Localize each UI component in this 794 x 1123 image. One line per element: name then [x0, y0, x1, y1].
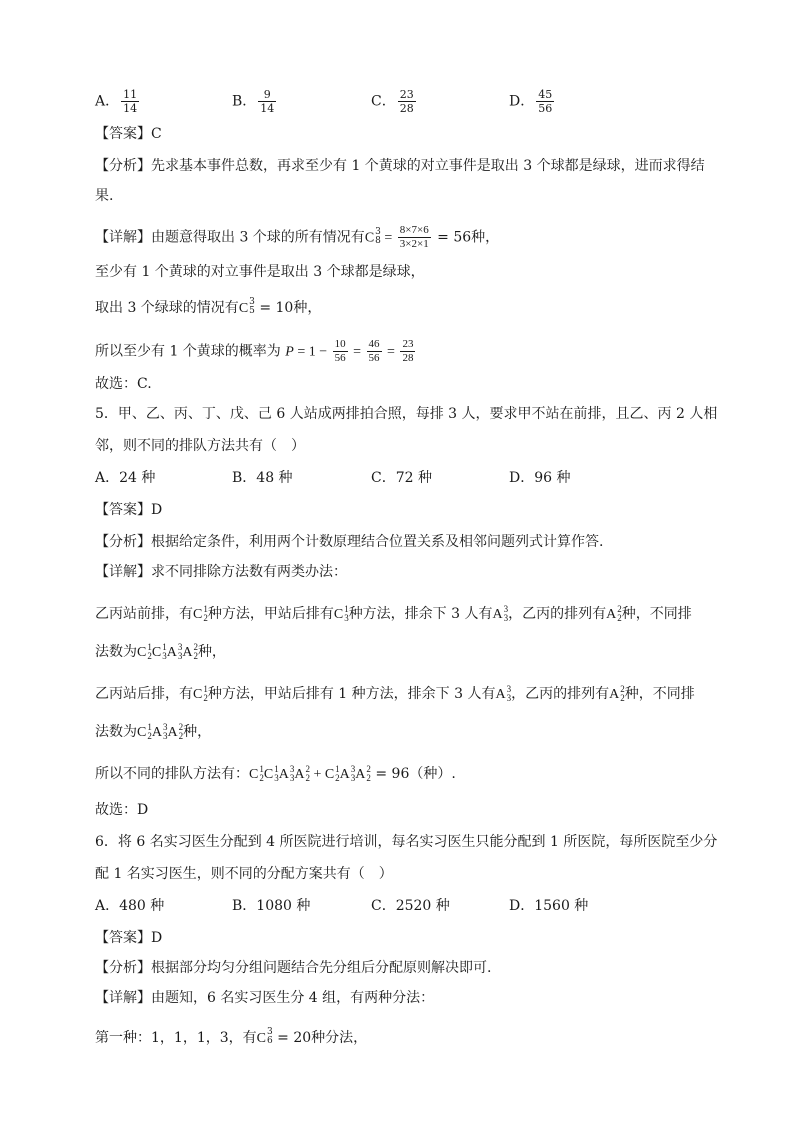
q5-option-c: C．72 种 — [371, 470, 432, 486]
option-a: A． $\frac{11}{14}$ — [95, 88, 138, 115]
q5-detail-line-5: 法数为C 1 2 A 3 3 A 2 2 种， — [95, 721, 212, 741]
q5-answer: 【答案】D — [95, 502, 163, 518]
q4-analysis: 【分析】先求基本事件总数，再求至少有 1 个黄球的对立事件是取出 3 个球都是绿球，进而求得结 — [95, 158, 705, 174]
q6-option-d: D．1560 种 — [509, 898, 589, 914]
option-d: D． $\frac{45}{56}$ — [509, 88, 553, 115]
q4-detail-line-4: 所以至少有 1 个黄球的概率为 P = 1 − $\frac{10}{56}$ = $\frac{46}{56}$ = $\frac{23}{28}$ — [95, 338, 414, 364]
option-d-fraction: $\frac{45}{56}$ — [538, 88, 553, 115]
q5-detail-line-6: 所以不同的排队方法有：C 1 2 C 1 3 A 3 3 A 2 2 + C 1 2 A 3 3 A 2 2 = 96（种）. — [95, 763, 456, 783]
q6-analysis: 【分析】根据部分均匀分组问题结合先分组后分配原则解决即可. — [95, 960, 492, 976]
q5-analysis: 【分析】根据给定条件，利用两个计数原理结合位置关系及相邻问题列式计算作答. — [95, 534, 604, 550]
q6-stem-line-1: 6．将 6 名实习医生分配到 4 所医院进行培训，每名实习医生只能分配到 1 所医院，每所医院至少分 — [95, 834, 718, 850]
q4-detail-line-2: 至少有 1 个黄球的对立事件是取出 3 个球都是绿球， — [95, 264, 425, 280]
q4-analysis-cont: 果. — [95, 188, 114, 204]
q4-detail-line-1: 【详解】由题意得取出 3 个球的所有情况有C 3 8 = $\frac{8\times 7\times 6}{3\times 2\times 1}$ = 56种， — [95, 224, 500, 250]
q6-option-a: A．480 种 — [95, 898, 165, 914]
q6-detail-line-1: 【详解】由题知，6 名实习医生分 4 组，有两种分法： — [95, 990, 435, 1006]
q5-option-b: B．48 种 — [232, 470, 293, 486]
q4-choose: 故选：C. — [95, 376, 152, 392]
q5-detail-line-4: 乙丙站后排，有C 1 2 种方法，甲站后排有 1 种方法，排余下 3 人有A 3 3 ，乙丙的排列有A 2 2 种，不同排 — [95, 683, 695, 703]
option-c-fraction: $\frac{23}{28}$ — [399, 88, 414, 115]
option-b-fraction: $\frac{9}{14}$ — [260, 88, 275, 115]
q6-option-c: C．2520 种 — [371, 898, 450, 914]
q6-option-b: B．1080 种 — [232, 898, 311, 914]
q5-detail-line-1: 【详解】求不同排除方法数有两类办法： — [95, 564, 347, 580]
q5-option-a: A．24 种 — [95, 470, 156, 486]
option-b: B． $\frac{9}{14}$ — [232, 88, 275, 115]
q5-stem-line-2: 邻，则不同的排队方法共有（ ） — [95, 438, 305, 454]
q5-detail-line-2: 乙丙站前排，有C 1 2 种方法，甲站后排有C 1 3 种方法，排余下 3 人有A 3 3 ，乙丙的排列有A 2 2 种，不同排 — [95, 603, 692, 623]
option-a-fraction: $\frac{11}{14}$ — [123, 88, 138, 115]
q6-detail-line-2: 第一种：1，1，1，3，有C 3 6 = 20种分法， — [95, 1027, 368, 1046]
q5-detail-line-3: 法数为C 1 2 C 1 3 A 3 3 A 2 2 种， — [95, 641, 226, 661]
q6-stem-line-2: 配 1 名实习医生，则不同的分配方案共有（ ） — [95, 866, 393, 882]
q5-choose: 故选：D — [95, 802, 149, 818]
q4-detail-line-3: 取出 3 个绿球的情况有C 3 5 = 10种， — [95, 297, 322, 316]
q5-option-d: D．96 种 — [509, 470, 571, 486]
q4-answer: 【答案】C — [95, 126, 162, 142]
option-c: C． $\frac{23}{28}$ — [371, 88, 414, 115]
q5-stem-line-1: 5．甲、乙、丙、丁、戊、己 6 人站成两排拍合照，每排 3 人，要求甲不站在前排，且乙、丙 2 人相 — [95, 406, 718, 422]
q6-answer: 【答案】D — [95, 930, 163, 946]
